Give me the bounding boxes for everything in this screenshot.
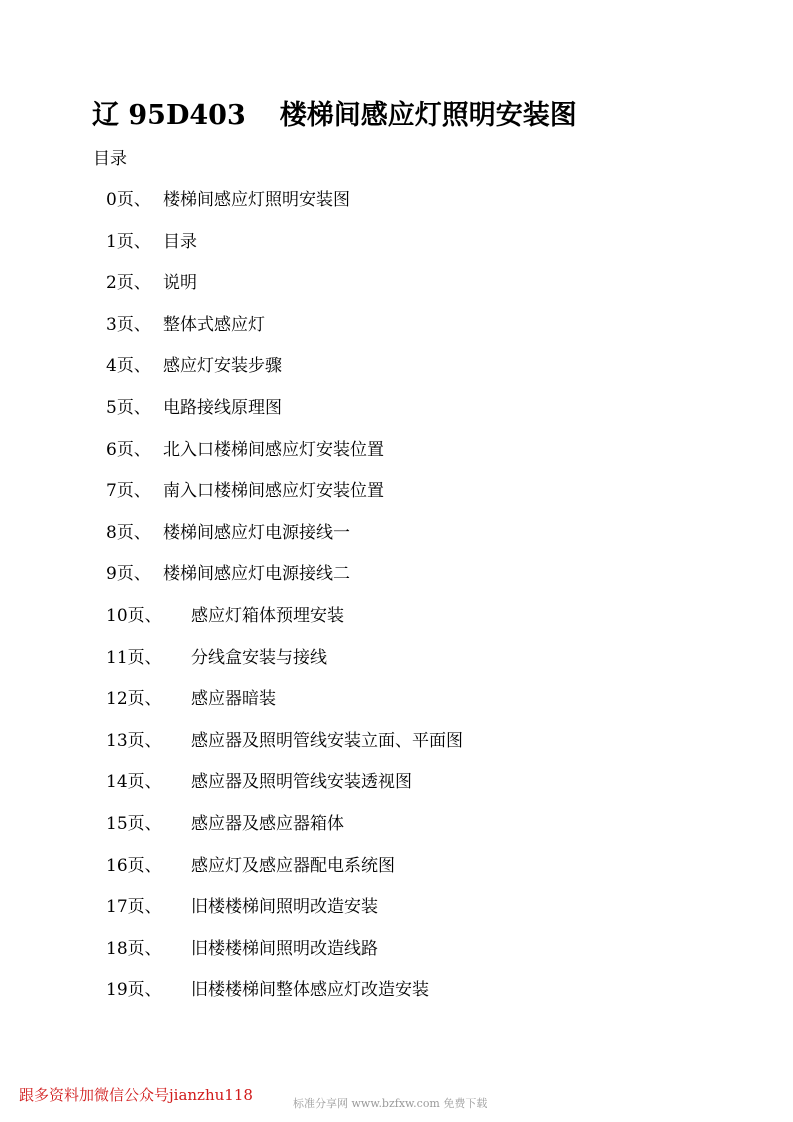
toc-entry — [0, 894, 793, 936]
toc-page-number: 10页、 — [106, 605, 162, 626]
toc-page-number: 4页、 — [106, 356, 151, 377]
toc-entry — [0, 395, 793, 437]
toc-entry — [0, 686, 793, 728]
toc-page-number: 12页、 — [106, 689, 162, 710]
toc-entry — [0, 520, 793, 562]
toc-entry — [0, 229, 793, 271]
toc-entry — [0, 977, 793, 1019]
toc-page-number: 9页、 — [106, 564, 151, 585]
toc-page-number: 1页、 — [106, 231, 151, 252]
wechat-promo-text: 跟多资料加微信公众号jianzhu118 — [19, 1086, 253, 1104]
toc-entry — [0, 270, 793, 312]
toc-page-number: 2页、 — [106, 273, 151, 294]
toc-page-number: 13页、 — [106, 730, 162, 751]
toc-entry — [0, 561, 793, 603]
toc-entry — [0, 769, 793, 811]
toc-entry-title: 感应灯箱体预埋安装 — [191, 605, 344, 626]
toc-entry-title: 感应器暗装 — [191, 689, 276, 710]
toc-page-number: 8页、 — [106, 522, 151, 543]
toc-page-number: 18页、 — [106, 938, 162, 959]
toc-entry — [0, 437, 793, 479]
toc-page-number: 3页、 — [106, 314, 151, 335]
toc-entry-title: 楼梯间感应灯电源接线一 — [163, 522, 350, 543]
toc-entry-title: 目录 — [163, 231, 197, 252]
toc-entry-title: 楼梯间感应灯照明安装图 — [163, 190, 350, 210]
toc-page-number: 19页、 — [106, 980, 162, 1001]
toc-entry-title: 南入口楼梯间感应灯安装位置 — [163, 481, 384, 502]
toc-entry — [0, 936, 793, 978]
toc-entry — [0, 853, 793, 895]
toc-entry-title: 电路接线原理图 — [163, 397, 282, 418]
toc-page-number: 5页、 — [106, 397, 151, 418]
toc-entry-title: 分线盒安装与接线 — [191, 647, 327, 668]
toc-page-number: 0页、 — [106, 190, 151, 210]
toc-entry — [0, 353, 793, 395]
toc-entry-title: 北入口楼梯间感应灯安装位置 — [163, 439, 384, 460]
toc-entry — [0, 811, 793, 853]
toc-entry — [0, 603, 793, 645]
toc-entry — [0, 478, 793, 520]
toc-entry — [0, 645, 793, 687]
toc-page-number: 14页、 — [106, 772, 162, 793]
toc-entry — [0, 187, 793, 229]
toc-page-number: 11页、 — [106, 647, 162, 668]
site-watermark: 标准分享网 www.bzfxw.com 免费下载 — [293, 1097, 488, 1110]
toc-page-number: 7页、 — [106, 481, 151, 502]
toc-entry-title: 旧楼楼梯间照明改造线路 — [191, 938, 378, 959]
toc-heading: 目录 — [93, 149, 127, 169]
toc-page-number: 16页、 — [106, 855, 162, 876]
toc-entry-title: 感应器及照明管线安装透视图 — [191, 772, 412, 793]
toc-entry-title: 感应器及照明管线安装立面、平面图 — [191, 730, 463, 751]
toc-entry-title: 说明 — [163, 273, 197, 294]
document-code: 辽 95D403 — [92, 100, 246, 131]
toc-entry-title: 楼梯间感应灯电源接线二 — [163, 564, 350, 585]
table-of-contents — [0, 187, 793, 1019]
toc-entry-title: 感应灯及感应器配电系统图 — [191, 855, 395, 876]
toc-entry-title: 感应器及感应器箱体 — [191, 813, 344, 834]
toc-entry-title: 旧楼楼梯间照明改造安装 — [191, 897, 378, 918]
toc-entry — [0, 312, 793, 354]
toc-page-number: 6页、 — [106, 439, 151, 460]
toc-entry-title: 感应灯安装步骤 — [163, 356, 282, 377]
toc-page-number: 15页、 — [106, 813, 162, 834]
toc-entry-title: 整体式感应灯 — [163, 314, 265, 335]
toc-entry — [0, 728, 793, 770]
toc-entry-title: 旧楼楼梯间整体感应灯改造安装 — [191, 980, 429, 1001]
document-title-text: 楼梯间感应灯照明安装图 — [279, 100, 577, 131]
document-title — [92, 96, 577, 136]
toc-page-number: 17页、 — [106, 897, 162, 918]
